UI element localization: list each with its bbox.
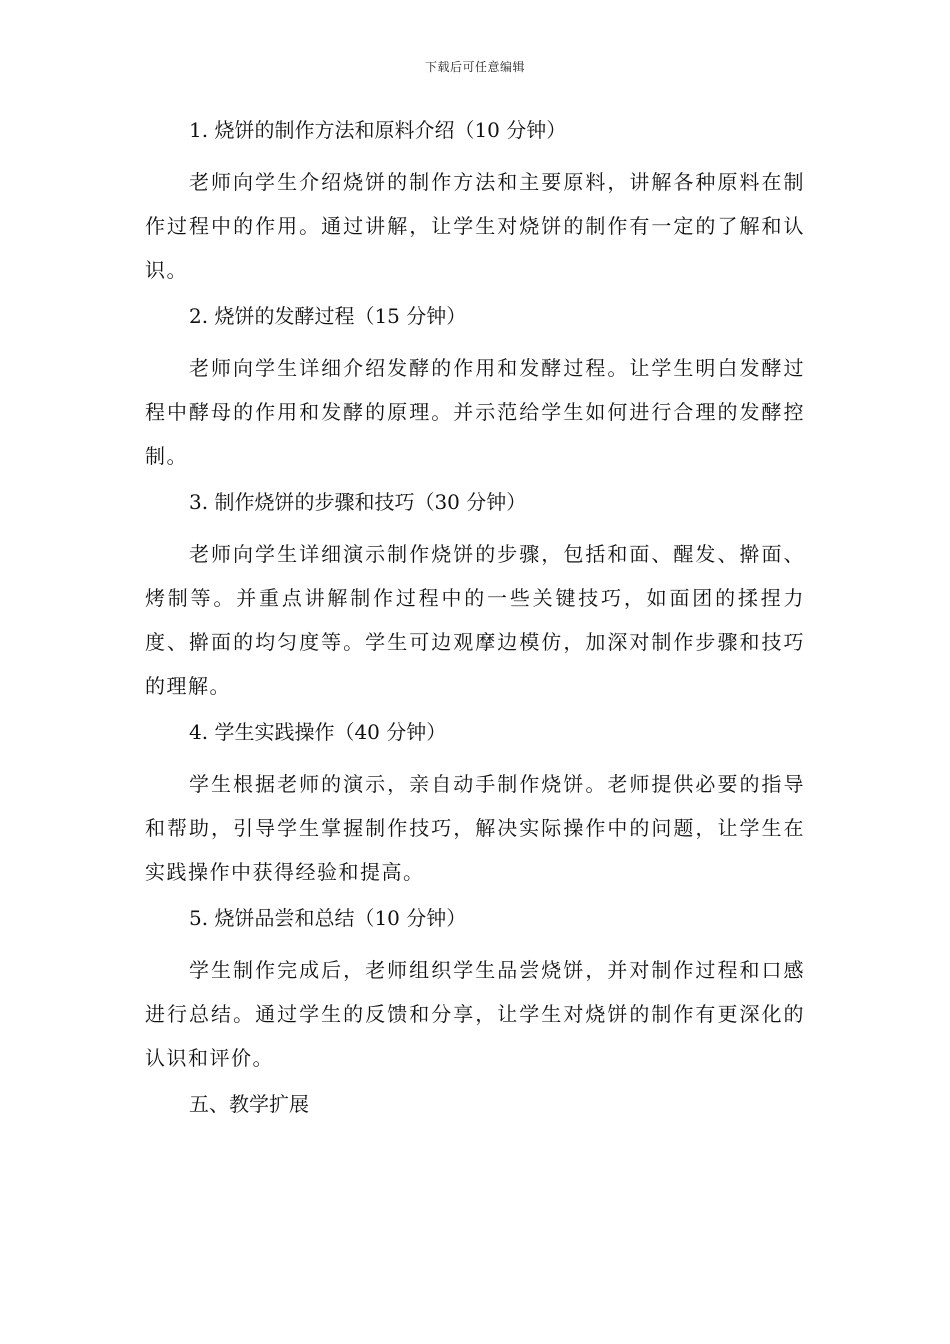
section-paragraph: 学生制作完成后，老师组织学生品尝烧饼，并对制作过程和口感进行总结。通过学生的反馈和分享，让学生对烧饼的制作有更深化的认识和评价。 (145, 958, 805, 1070)
section-5 (145, 900, 805, 1080)
section-paragraph: 学生根据老师的演示，亲自动手制作烧饼。老师提供必要的指导和帮助，引导学生掌握制作技巧，解决实际操作中的问题，让学生在实践操作中获得经验和提高。 (145, 772, 805, 884)
section-2 (145, 298, 805, 478)
chapter-heading: 五、教学扩展 (189, 1092, 309, 1116)
section-1 (145, 112, 805, 292)
section-heading: 5. 烧饼品尝和总结（10 分钟） (189, 906, 467, 930)
section-heading: 3. 制作烧饼的步骤和技巧（30 分钟） (189, 490, 527, 514)
page-header-note: 下载后可任意编辑 (424, 60, 525, 74)
section-paragraph: 老师向学生详细演示制作烧饼的步骤，包括和面、醒发、擀面、烤制等。并重点讲解制作过程中的一些关键技巧，如面团的揉捏力度、擀面的均匀度等。学生可边观摩边模仿，加深对制作步骤和技巧的理解。 (145, 542, 805, 698)
section-4 (145, 714, 805, 894)
section-heading: 4. 学生实践操作（40 分钟） (189, 720, 447, 744)
section-3 (145, 484, 805, 708)
section-heading: 2. 烧饼的发酵过程（15 分钟） (189, 304, 467, 328)
section-heading: 1. 烧饼的制作方法和原料介绍（10 分钟） (189, 118, 567, 142)
document-body (145, 112, 805, 1134)
section-paragraph: 老师向学生介绍烧饼的制作方法和主要原料，讲解各种原料在制作过程中的作用。通过讲解，让学生对烧饼的制作有一定的了解和认识。 (145, 170, 805, 282)
section-paragraph: 老师向学生详细介绍发酵的作用和发酵过程。让学生明白发酵过程中酵母的作用和发酵的原理。并示范给学生如何进行合理的发酵控制。 (145, 356, 805, 468)
